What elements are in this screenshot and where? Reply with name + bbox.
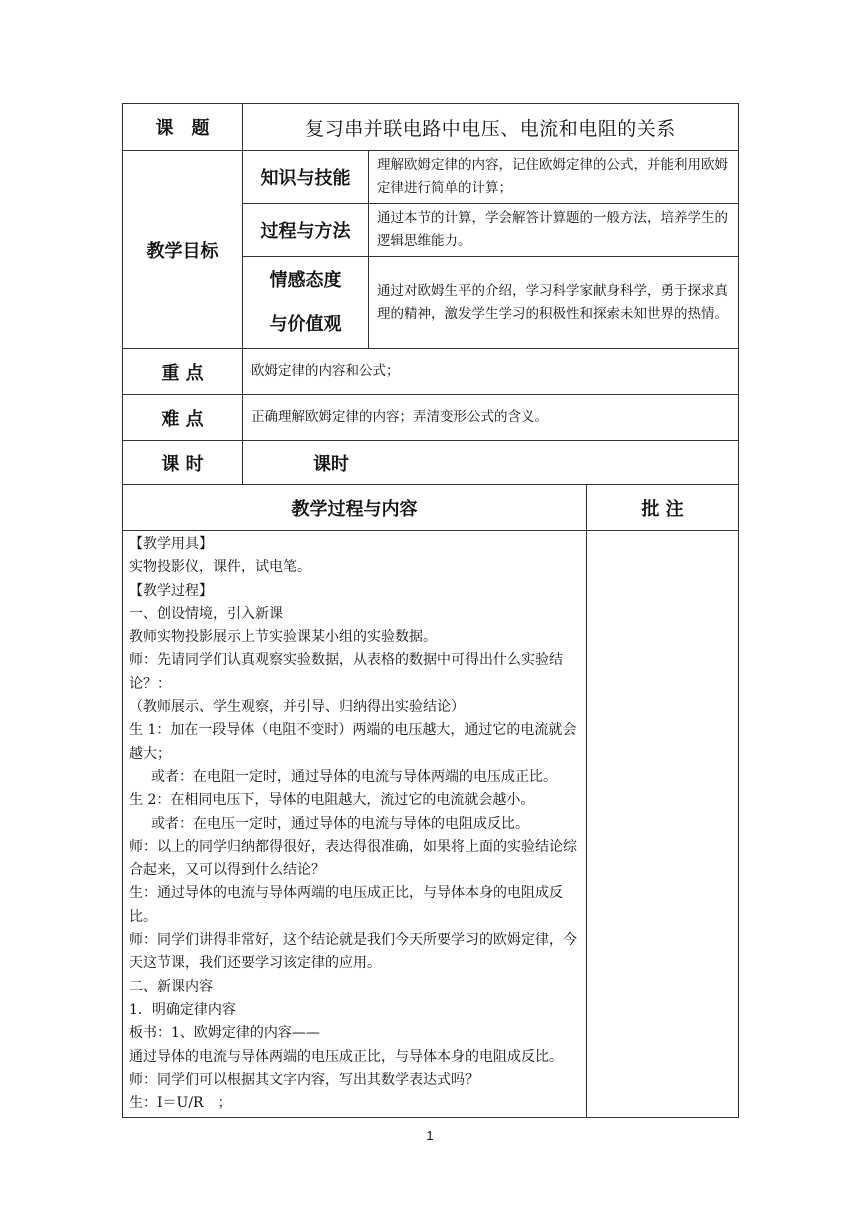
- key-point-label: 重 点: [123, 349, 243, 395]
- process-line: 1．明确定律内容: [129, 1001, 236, 1018]
- process-line: 【教学用具】: [129, 536, 213, 552]
- objective-attitude-label-line2: 与价值观: [269, 313, 342, 335]
- process-line: 实物投影仪，课件，试电笔。: [129, 559, 311, 576]
- process-header: 教学过程与内容: [123, 485, 587, 531]
- page-number: 1: [426, 1128, 434, 1143]
- process-line: 生 1：加在一段导体（电阻不变时）两端的电压越大，通过它的电流就会越大；: [129, 722, 577, 762]
- notes-header: 批 注: [587, 485, 739, 531]
- lesson-plan-table: [122, 103, 739, 1118]
- process-line: 或者：在电阻一定时，通过导体的电流与导体两端的电压成正比。: [151, 768, 557, 785]
- process-line: 教师实物投影展示上节实验课某小组的实验数据。: [129, 629, 437, 646]
- notes-column: [587, 531, 739, 1118]
- objective-process-text: 通过本节的计算，学会解答计算题的一般方法，培养学生的逻辑思维能力。: [369, 204, 739, 257]
- lesson-plan-document: [122, 103, 738, 1118]
- process-line: 生 2：在相同电压下，导体的电阻越大，流过它的电流就会越小。: [129, 792, 535, 809]
- topic-label: 课 题: [123, 104, 243, 151]
- process-line: 生：I＝U/R ；: [129, 1095, 232, 1112]
- objective-process-label: 过程与方法: [243, 204, 369, 257]
- process-line: 【教学过程】: [129, 582, 213, 599]
- objective-attitude-label: [243, 257, 369, 349]
- process-line: 师：同学们可以根据其文字内容，写出其数学表达式吗？: [129, 1071, 479, 1088]
- topic-value: 复习串并联电路中电压、电流和电阻的关系: [243, 104, 739, 151]
- process-line: 或者：在电压一定时，通过导体的电流与导体的电阻成反比。: [151, 815, 529, 832]
- process-line: 二、新课内容: [129, 978, 213, 995]
- process-line: 师：以上的同学归纳都得很好，表达得很准确，如果将上面的实验结论综合起来，又可以得到什么结论？: [129, 838, 577, 879]
- process-line: 板书：1、欧姆定律的内容——: [129, 1025, 320, 1042]
- key-point-text: 欧姆定律的内容和公式；: [243, 349, 739, 395]
- periods-label: 课 时: [123, 441, 243, 485]
- process-line: 师：同学们讲得非常好，这个结论就是我们今天所要学习的欧姆定律，今天这节课，我们还要学习该定律的应用。: [129, 932, 577, 972]
- difficulty-text: 正确理解欧姆定律的内容；弄清变形公式的含义。: [243, 395, 739, 441]
- objective-knowledge-label: 知识与技能: [243, 151, 369, 204]
- process-line: 生：通过导体的电流与导体两端的电压成正比，与导体本身的电阻成反比。: [129, 885, 563, 925]
- process-line: 通过导体的电流与导体两端的电压成正比，与导体本身的电阻成反比。: [129, 1048, 563, 1065]
- objectives-label: 教学目标: [123, 151, 243, 349]
- process-line: （教师展示、学生观察，并引导、归纳得出实验结论）: [129, 699, 465, 716]
- objective-attitude-text: 通过对欧姆生平的介绍，学习科学家献身科学，勇于探求真理的精神，激发学生学习的积极性和探索未知世界的热情。: [369, 257, 739, 349]
- process-content: [123, 531, 587, 1118]
- process-line: 师：先请同学们认真观察实验数据，从表格的数据中可得出什么实验结论？：: [129, 652, 563, 692]
- objective-knowledge-text: 理解欧姆定律的内容，记住欧姆定律的公式，并能利用欧姆定律进行简单的计算；: [369, 151, 739, 204]
- objective-attitude-label-line1: 情感态度: [269, 269, 342, 291]
- periods-value: 课时: [243, 441, 739, 485]
- difficulty-label: 难 点: [123, 395, 243, 441]
- process-line: 一、创设情境，引入新课: [129, 605, 283, 622]
